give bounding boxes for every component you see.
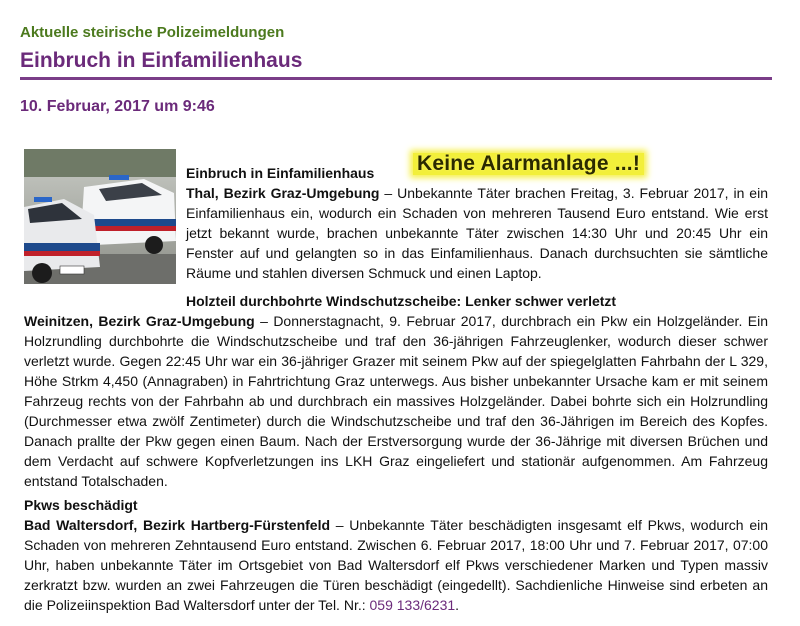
police-cars-photo	[24, 149, 176, 284]
alarm-stamp: Keine Alarmanlage ...!	[413, 153, 644, 175]
article-2-heading: Holzteil durchbohrte Windschutzscheibe: Lenker schwer verletzt	[186, 293, 617, 309]
page-title: Einbruch in Einfamilienhaus	[20, 49, 303, 72]
category-label: Aktuelle steirische Polizeimeldungen	[20, 24, 285, 41]
article-1-text: – Unbekannte Täter brachen Freitag, 3. Februar 2017, in ein Einfamilienhaus ein, wodurch ein Schaden von mehreren Tausend Euro entstand. Wie erst jetzt bekannt wurde, brachen unbekannte Täter zwischen 14:30 Uhr und 20:45 Uhr ein Fenster auf und gelangten so in das Einfamilienhaus. Danach durchsuchten sie sämtliche Räume und stahlen diversen Schmuck und einen Laptop.	[186, 185, 768, 281]
article-2-body	[24, 311, 768, 491]
post-date: 10. Februar, 2017 um 9:46	[20, 98, 215, 115]
article-1-heading: Einbruch in Einfamilienhaus	[186, 165, 375, 181]
article-1-location: Thal, Bezirk Graz-Umgebung	[186, 185, 380, 201]
article-3-location: Bad Waltersdorf, Bezirk Hartberg-Fürstenfeld	[24, 517, 331, 533]
article-3-heading: Pkws beschädigt	[24, 497, 138, 513]
article-3-end: .	[455, 597, 460, 613]
article-1	[186, 163, 768, 283]
article-3-body	[24, 515, 768, 615]
article-1-body	[186, 183, 768, 283]
phone-link[interactable]: 059 133/6231	[369, 597, 456, 613]
article-2-location: Weinitzen, Bezirk Graz-Umgebung	[24, 313, 255, 329]
article-2-text: – Donnerstagnacht, 9. Februar 2017, durchbrach ein Pkw ein Holzgeländer. Ein Holzrundling durchbohrte die Windschutzscheibe und traf den 36-jährigen Fahrzeuglenker, wodurch dieser schwer verletzt wurde. Gegen 22:45 Uhr war ein 36-jähriger Grazer mit seinem Pkw auf der spiegelglatten Fahrbahn der L 329, Höhe Strkm 4,450 (Annagraben) in Fahrtrichtung Graz unterwegs. Aus bisher unbekannter Ursache kam er mit seinem Fahrzeug rechts von der Fahrbahn ab und durchbrach ein massives Holzgeländer. Dabei bohrte sich ein Holzrundling (Durchmesser etwa zwölf Zentimeter) durch die Windschutzscheibe und traf den 36-Jährigen im Bereich des Kopfes. Danach prallte der Pkw gegen einen Baum. Nach der Erstversorgung wurde der 36-Jährige mit diversen Brüchen und dem Verdacht auf schwere Kopfverletzungen ins LKH Graz eingeliefert und stationär aufgenommen. Am Fahrzeug entstand Totalschaden.	[24, 313, 768, 489]
title-divider	[20, 77, 772, 80]
article-3-text: – Unbekannte Täter beschädigten insgesamt elf Pkws, wodurch ein Schaden von mehreren Zehntausend Euro entstand. Zwischen 6. Februar 2017, 18:00 Uhr und 7. Februar 2017, 07:00 Uhr, haben unbekannte Täter im Ortsgebiet von Bad Waltersdorf elf Pkws verschiedener Marken und Typen massiv zerkratzt bzw. wurden an zwei Fahrzeugen die Türen beschädigt (eingedellt). Sachdienliche Hinweise sind erbeten an die Polizeiinspektion Bad Waltersdorf unter der Tel. Nr.:	[24, 517, 768, 613]
